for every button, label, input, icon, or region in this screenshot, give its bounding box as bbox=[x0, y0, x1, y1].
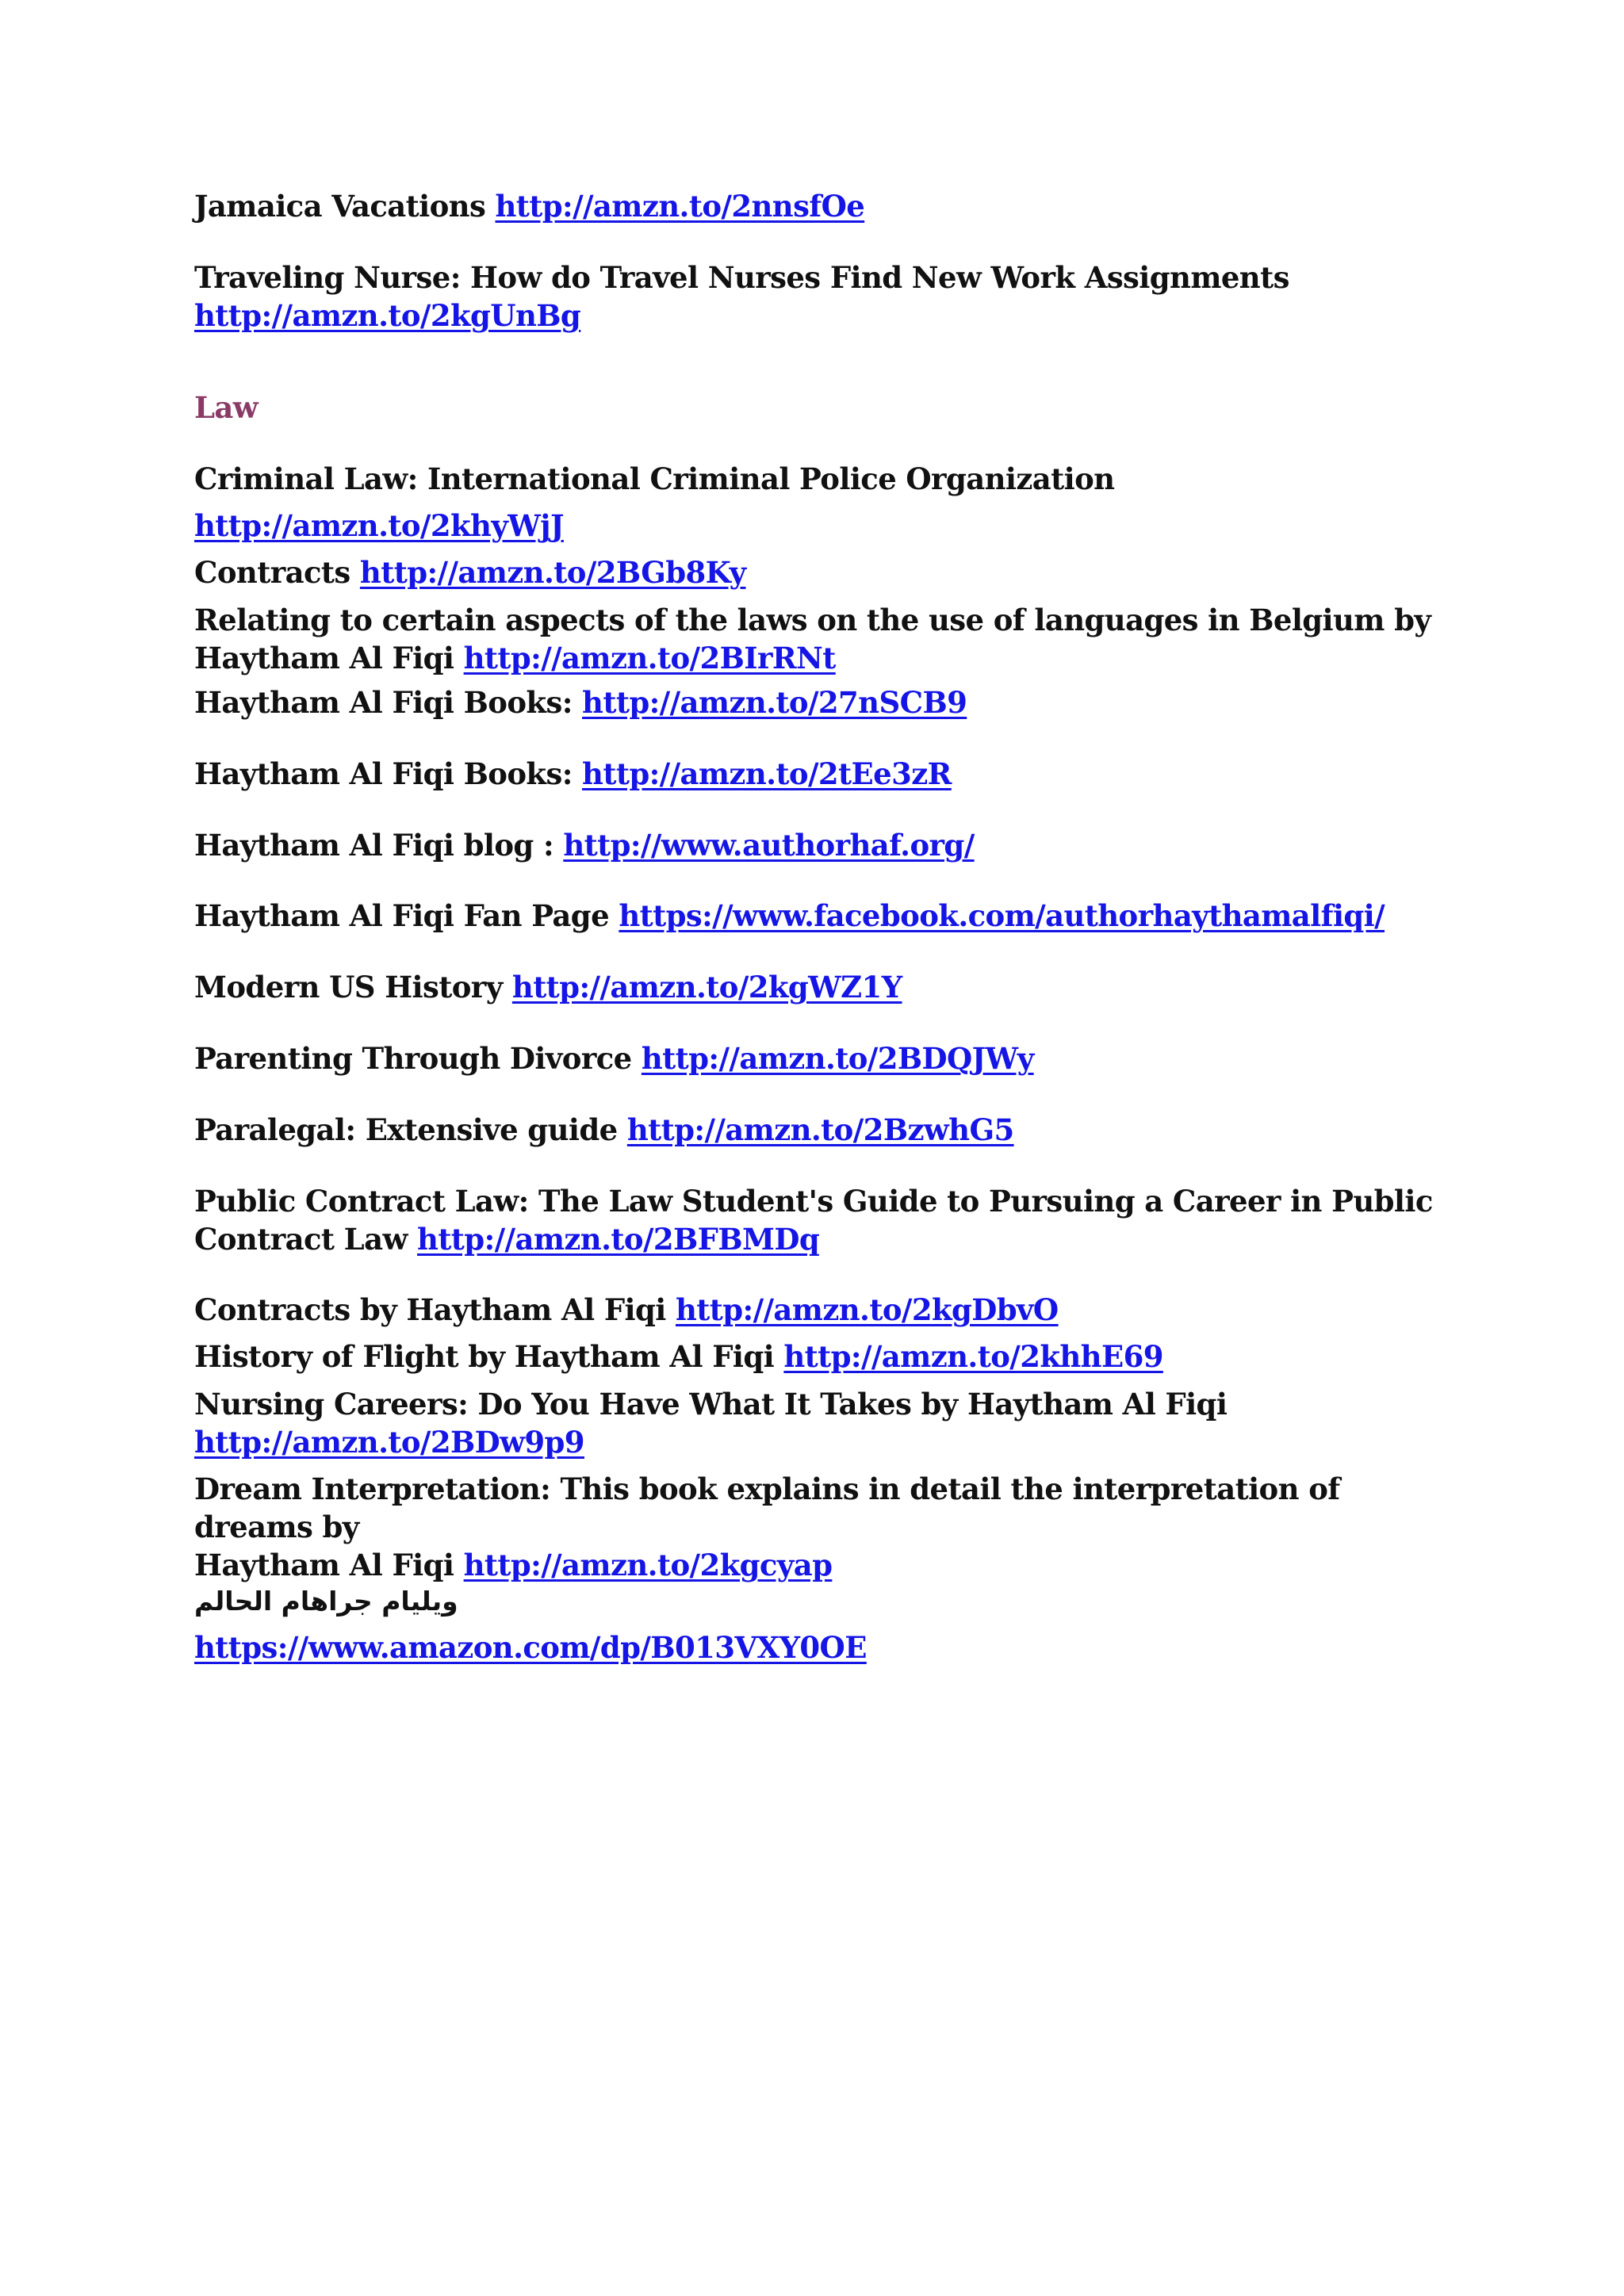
entry-criminal-law bbox=[194, 460, 1114, 498]
entry-label-line2: Haytham Al Fiqi bbox=[194, 641, 464, 675]
entry-label-line1: Public Contract Law: The Law Student's Guide to Pursuing a Career in Public bbox=[194, 1184, 1433, 1219]
entry-books-2 bbox=[194, 755, 952, 793]
entry-link[interactable]: https://www.facebook.com/authorhaythamalfiqi/ bbox=[619, 898, 1385, 933]
entry-link[interactable]: http://amzn.to/2kgWZ1Y bbox=[511, 970, 902, 1004]
entry-divorce bbox=[194, 1039, 1034, 1077]
entry-jamaica bbox=[194, 187, 864, 225]
entry-link[interactable]: http://amzn.to/2nnsfOe bbox=[495, 189, 865, 224]
entry-label: Nursing Careers: Do You Have What It Takes by Haytham Al Fiqi bbox=[194, 1387, 1228, 1422]
entry-label: ويليام جراهام الحالم bbox=[194, 1586, 458, 1617]
entry-label: History of Flight by Haytham Al Fiqi bbox=[194, 1339, 784, 1374]
entry-link[interactable]: http://amzn.to/2BDw9p9 bbox=[194, 1425, 584, 1460]
entry-label: Paralegal: Extensive guide bbox=[194, 1112, 627, 1147]
entry-traveling-nurse bbox=[194, 258, 1289, 335]
entry-label: Haytham Al Fiqi Books: bbox=[194, 685, 583, 720]
entry-us-history bbox=[194, 968, 902, 1006]
entry-link[interactable]: http://www.authorhaf.org/ bbox=[563, 828, 975, 863]
entry-link[interactable]: http://amzn.to/2kgDbvO bbox=[675, 1292, 1059, 1327]
entry-link[interactable]: http://amzn.to/2khhE69 bbox=[783, 1339, 1163, 1374]
entry-link[interactable]: http://amzn.to/2BzwhG5 bbox=[626, 1112, 1014, 1147]
entry-criminal-law-link-row bbox=[194, 507, 564, 545]
entry-link[interactable]: http://amzn.to/2BIrRNt bbox=[463, 641, 836, 675]
entry-label: Criminal Law: International Criminal Police Organization bbox=[194, 461, 1115, 496]
entry-link[interactable]: http://amzn.to/2BFBMDq bbox=[417, 1222, 820, 1257]
entry-link[interactable]: http://amzn.to/2BDQJWy bbox=[641, 1041, 1034, 1076]
entry-belgium bbox=[194, 601, 1431, 677]
entry-public-contract bbox=[194, 1182, 1433, 1258]
entry-label: Haytham Al Fiqi Books: bbox=[194, 756, 583, 791]
entry-label: Modern US History bbox=[194, 970, 512, 1004]
entry-link[interactable]: http://amzn.to/27nSCB9 bbox=[582, 685, 967, 720]
entry-contracts-haf bbox=[194, 1291, 1059, 1329]
entry-label: Jamaica Vacations bbox=[194, 189, 496, 224]
entry-link[interactable]: http://amzn.to/2kgUnBg bbox=[194, 298, 581, 333]
entry-link[interactable]: http://amzn.to/2khyWjJ bbox=[194, 508, 564, 543]
entry-label: Contracts by Haytham Al Fiqi bbox=[194, 1292, 676, 1327]
entry-arabic-link-row bbox=[194, 1628, 867, 1667]
entry-arabic bbox=[194, 1581, 458, 1621]
entry-books-1 bbox=[194, 683, 967, 721]
entry-label: Contracts bbox=[194, 555, 360, 590]
entry-label: Parenting Through Divorce bbox=[194, 1041, 642, 1076]
entry-flight bbox=[194, 1337, 1163, 1376]
entry-label: Haytham Al Fiqi Fan Page bbox=[194, 898, 619, 933]
entry-link[interactable]: https://www.amazon.com/dp/B013VXY0OE bbox=[194, 1630, 867, 1665]
entry-fan-page bbox=[194, 897, 1385, 935]
entry-link[interactable]: http://amzn.to/2tEe3zR bbox=[582, 756, 952, 791]
entry-label: Traveling Nurse: How do Travel Nurses Find New Work Assignments bbox=[194, 260, 1289, 295]
entry-blog bbox=[194, 826, 975, 864]
entry-label-line1: Dream Interpretation: This book explains in detail the interpretation of dreams by bbox=[194, 1471, 1340, 1544]
entry-label-line2: Haytham Al Fiqi bbox=[194, 1548, 464, 1582]
entry-label: Haytham Al Fiqi blog : bbox=[194, 828, 564, 863]
entry-label-line1: Relating to certain aspects of the laws on the use of languages in Belgium by bbox=[194, 603, 1431, 637]
entry-nursing bbox=[194, 1385, 1227, 1461]
entry-contracts bbox=[194, 553, 745, 591]
entry-label-line2: Contract Law bbox=[194, 1222, 418, 1257]
entry-paralegal bbox=[194, 1111, 1014, 1149]
section-heading-law: Law bbox=[194, 390, 259, 425]
entry-dream bbox=[194, 1470, 1463, 1584]
entry-link[interactable]: http://amzn.to/2kgcyap bbox=[463, 1548, 833, 1582]
entry-link[interactable]: http://amzn.to/2BGb8Ky bbox=[359, 555, 746, 590]
